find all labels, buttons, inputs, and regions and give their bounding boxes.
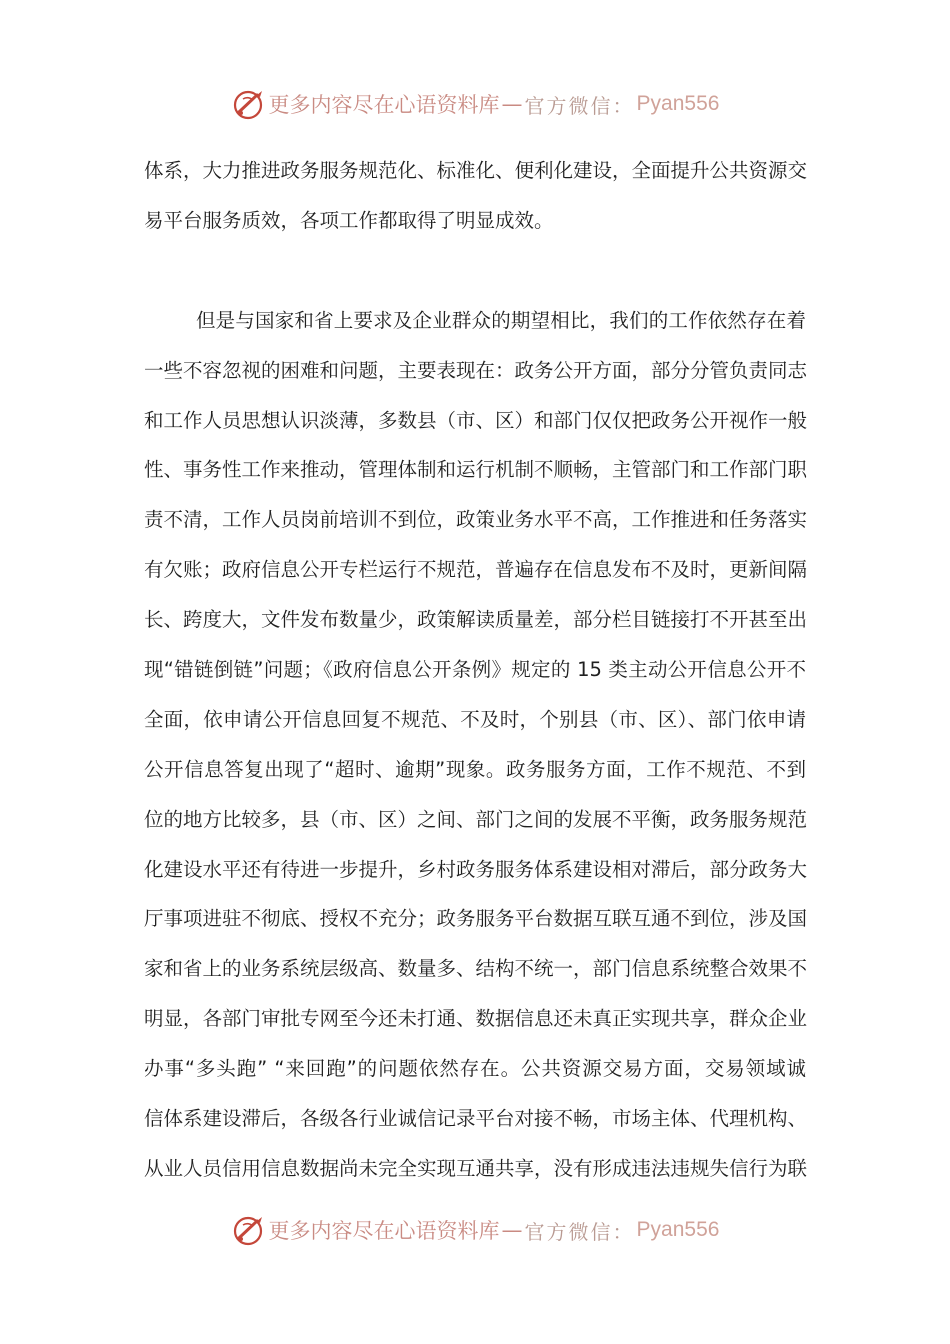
text-line: 位的地方比较多，县（市、区）之间、部门之间的发展不平衡，政务服务规范 — [144, 807, 808, 831]
text-line: 厅事项进驻不彻底、授权不充分；政务服务平台数据互联互通不到位，涉及国 — [144, 907, 808, 931]
text-line: 现“错链倒链”问题；《政府信息公开条例》规定的 15 类主动公开信息公开不 — [144, 658, 806, 682]
text-line: 长、跨度大，文件发布数量少，政策解读质量差，部分栏目链接打不开甚至出 — [144, 608, 808, 632]
header-watermark — [0, 82, 950, 126]
text-line: 体系，大力推进政务服务规范化、标准化、便利化建设，全面提升公共资源交 — [144, 159, 808, 182]
text-line: 和工作人员思想认识淡薄，多数县（市、区）和部门仅仅把政务公开视作一般 — [144, 408, 808, 432]
text-line: 家和省上的业务系统层级高、数量多、结构不统一，部门信息系统整合效果不 — [144, 957, 808, 981]
header-separator: — — [501, 92, 523, 116]
header-brand-text: 更多内容尽在心语资料库 — [268, 93, 500, 117]
text-line: 公开信息答复出现了“超时、逾期”现象。政务服务方面，工作不规范、不到 — [144, 757, 806, 781]
paragraph-1 — [144, 146, 806, 246]
footer-wechat-id: Pyan556 — [636, 1218, 720, 1241]
text-line: 有欠账；政府信息公开专栏运行不规范，普遍存在信息发布不及时，更新间隔 — [144, 558, 808, 582]
footer-official-text: 官方微信： — [524, 1219, 635, 1244]
footer-separator: — — [501, 1218, 523, 1242]
footer-watermark — [0, 1208, 950, 1252]
text-line: 全面，依申请公开信息回复不规范、不及时，个别县（市、区）、部门依申请 — [144, 707, 806, 731]
pen-logo-icon — [231, 1212, 267, 1248]
text-line: 一些不容忽视的困难和问题，主要表现在：政务公开方面，部分分管负责同志 — [144, 358, 808, 382]
paragraph-gap — [144, 246, 806, 296]
text-line: 责不清，工作人员岗前培训不到位，政策业务水平不高，工作推进和任务落实 — [144, 508, 808, 532]
text-line: 从业人员信用信息数据尚未完全实现互通共享，没有形成违法违规失信行为联 — [144, 1156, 808, 1180]
header-wechat-id: Pyan556 — [636, 92, 720, 115]
text-line: 办事“多头跑” “来回跑”的问题依然存在。公共资源交易方面，交易领域诚 — [144, 1057, 806, 1081]
header-official-text: 官方微信： — [524, 93, 635, 118]
text-line: 信体系建设滞后，各级各行业诚信记录平台对接不畅，市场主体、代理机构、 — [144, 1107, 808, 1131]
footer-brand-text: 更多内容尽在心语资料库 — [268, 1219, 500, 1243]
text-line: 易平台服务质效，各项工作都取得了明显成效。 — [144, 208, 554, 232]
text-line: 但是与国家和省上要求及企业群众的期望相比，我们的工作依然存在着 — [196, 308, 806, 332]
pen-logo-icon — [231, 86, 267, 122]
paragraph-2 — [144, 296, 806, 1194]
document-body — [144, 146, 806, 1194]
text-line: 化建设水平还有待进一步提升，乡村政务服务体系建设相对滞后，部分政务大 — [144, 857, 808, 881]
text-line: 性、事务性工作来推动，管理体制和运行机制不顺畅，主管部门和工作部门职 — [144, 458, 808, 482]
text-line: 明显，各部门审批专网至今还未打通、数据信息还未真正实现共享，群众企业 — [144, 1007, 808, 1031]
